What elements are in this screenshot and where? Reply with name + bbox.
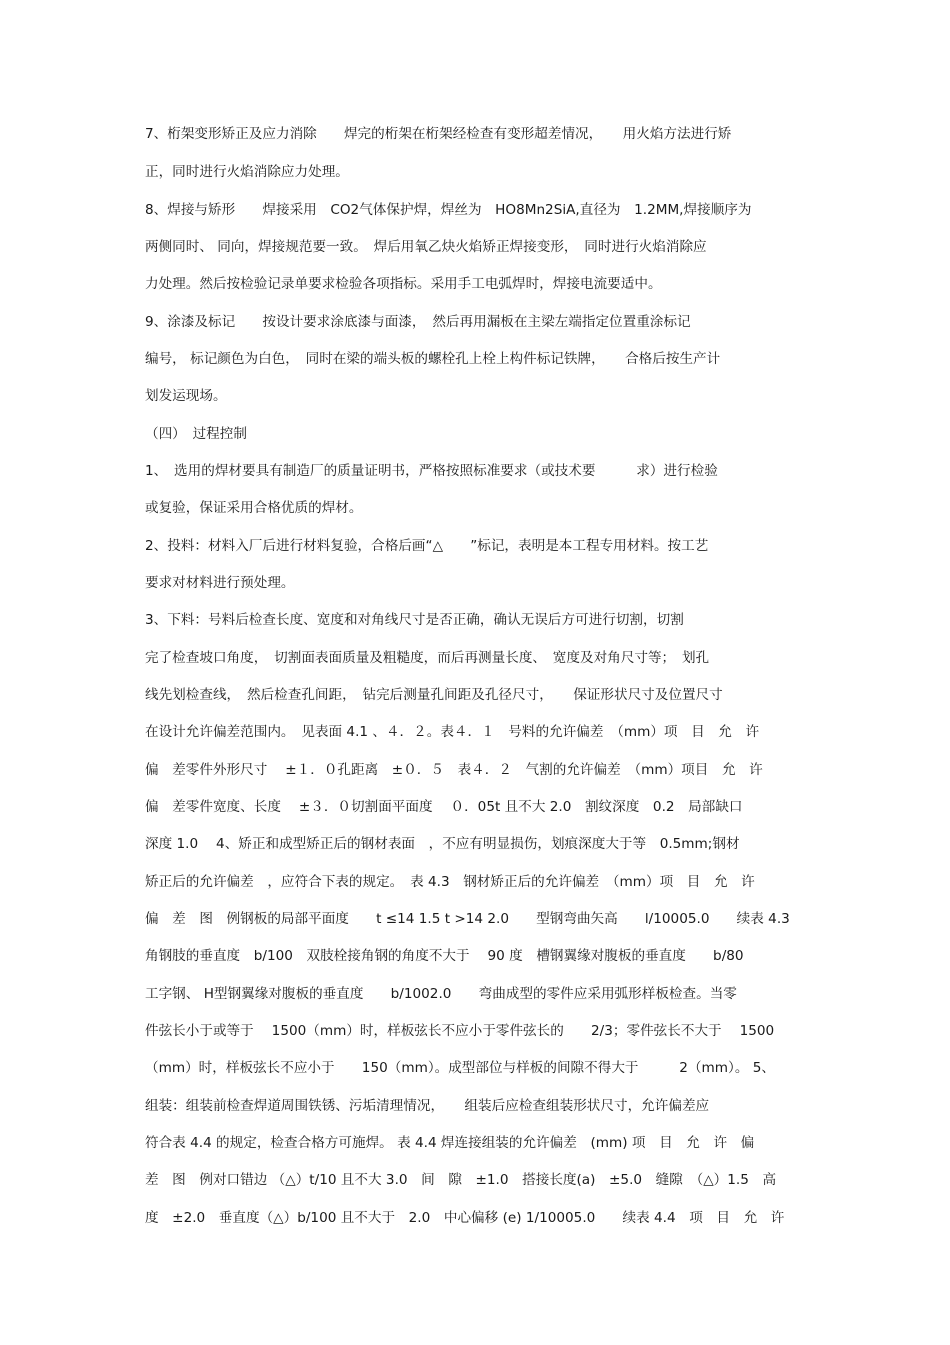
text-line: 编号， 标记颜色为白色， 同时在梁的端头板的螺栓孔上栓上构件标记铁牌， 合格后按生产计 (145, 351, 721, 367)
text-line: 工字钢、 H型钢翼缘对腹板的垂直度 b/1002.0 弯曲成型的零件应采用弧形样板检查。当零 (145, 986, 737, 1002)
text-line: 深度 1.0 4、矫正和成型矫正后的钢材表面 ，不应有明显损伤，划痕深度大于等 0.5mm;钢材 (145, 836, 740, 852)
text-line: 度 ±2.0 垂直度（△）b/100 且不大于 2.0 中心偏移 (e) 1/10005.0 续表 4.4 项 目 允 许 (145, 1210, 785, 1226)
text-line: 两侧同时、 同向，焊接规范要一致。 焊后用氧乙炔火焰矫正焊接变形， 同时进行火焰消除应 (145, 239, 707, 255)
text-line: 8、焊接与矫形 焊接采用 CO2气体保护焊，焊丝为 HO8Mn2SiA,直径为 1.2MM,焊接顺序为 (145, 202, 752, 218)
text-line: 7、桁架变形矫正及应力消除 焊完的桁架在桁架经检查有变形超差情况， 用火焰方法进行矫 (145, 126, 732, 142)
text-line: 要求对材料进行预处理。 (145, 575, 295, 591)
text-line: 1、 选用的焊材要具有制造厂的质量证明书，严格按照标准要求（或技术要 求）进行检验 (145, 463, 718, 479)
text-line: 或复验，保证采用合格优质的焊材。 (145, 500, 363, 516)
text-line: 偏 差零件宽度、长度 ±３．０切割面平面度 ０．05t 且不大 2.0 割纹深度 0.2 局部缺口 (145, 799, 743, 815)
text-line: 在设计允许偏差范围内。 见表面 4.1 、４．２。表４．１ 号料的允许偏差 （mm）项 目 允 许 (145, 724, 760, 740)
text-line: （mm）时，样板弦长不应小于 150（mm）。成型部位与样板的间隙不得大于 2（mm）。 5、 (145, 1060, 775, 1076)
text-line: 组装：组装前检查焊道周围铁锈、污垢清理情况， 组装后应检查组装形状尺寸，允许偏差应 (145, 1098, 710, 1114)
text-line: 矫正后的允许偏差 ，应符合下表的规定。 表 4.3 钢材矫正后的允许偏差 （mm）项 目 允 许 (145, 874, 755, 890)
text-line: 2、投料：材料入厂后进行材料复验，合格后画“△ ”标记，表明是本工程专用材料。按工艺 (145, 538, 709, 554)
text-line: 划发运现场。 (145, 388, 227, 404)
text-line: 9、涂漆及标记 按设计要求涂底漆与面漆， 然后再用漏板在主梁左端指定位置重涂标记 (145, 314, 691, 330)
section-heading: （四） 过程控制 (145, 426, 247, 442)
text-line: 角钢肢的垂直度 b/100 双肢栓接角钢的角度不大于 90 度 槽钢翼缘对腹板的垂直度 b/80 (145, 948, 744, 964)
text-line: 偏 差 图 例钢板的局部平面度 t ≤14 1.5 t >14 2.0 型钢弯曲矢高 l/10005.0 续表 4.3 (145, 911, 790, 927)
text-line: 完了检查坡口角度， 切割面表面质量及粗糙度，而后再测量长度、 宽度及对角尺寸等； 划孔 (145, 650, 710, 666)
text-line: 件弦长小于或等于 1500（mm）时，样板弦长不应小于零件弦长的 2/3；零件弦长不大于 1500 (145, 1023, 775, 1039)
text-line: 3、下料：号料后检查长度、宽度和对角线尺寸是否正确，确认无误后方可进行切割，切割 (145, 612, 684, 628)
text-line: 偏 差零件外形尺寸 ±１．０孔距离 ±０．５ 表４．２ 气割的允许偏差 （mm）项目 允 许 (145, 762, 763, 778)
text-line: 线先划检查线， 然后检查孔间距， 钻完后测量孔间距及孔径尺寸， 保证形状尺寸及位置尺寸 (145, 687, 723, 703)
text-line: 正，同时进行火焰消除应力处理。 (145, 164, 349, 180)
text-line: 符合表 4.4 的规定，检查合格方可施焊。 表 4.4 焊连接组装的允许偏差 (mm) 项 目 允 许 偏 (145, 1135, 755, 1151)
text-line: 力处理。然后按检验记录单要求检验各项指标。采用手工电弧焊时，焊接电流要适中。 (145, 276, 662, 292)
text-line: 差 图 例对口错边 （△）t/10 且不大 3.0 间 隙 ±1.0 搭接长度(a) ±5.0 缝隙 （△）1.5 高 (145, 1172, 777, 1188)
